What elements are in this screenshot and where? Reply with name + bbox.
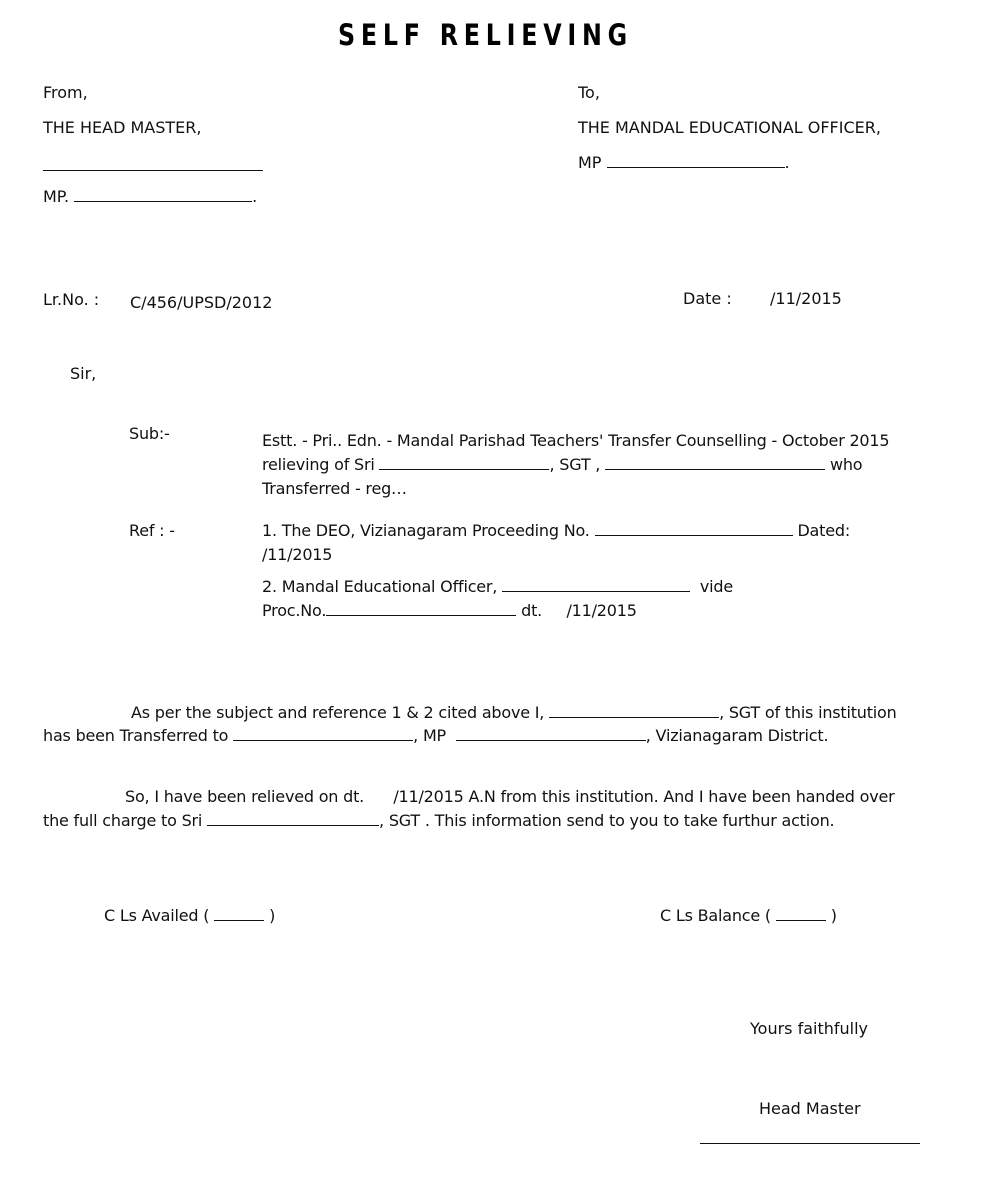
- to-mp-blank[interactable]: [607, 153, 785, 168]
- subject-school-blank[interactable]: [605, 455, 825, 470]
- para1-name-blank[interactable]: [549, 703, 719, 718]
- to-mp-suffix: .: [784, 153, 790, 172]
- to-label: To,: [578, 83, 600, 102]
- subject-line-3: Transferred - reg…: [262, 479, 407, 498]
- para2-text-c: , SGT . This information send to you to take furthur action.: [379, 811, 835, 830]
- para1-text-b: , SGT of this institution: [719, 703, 897, 722]
- para1-text-e: , Vizianagaram District.: [645, 726, 829, 745]
- subject-sri-text: relieving of Sri: [262, 455, 375, 474]
- subject-teacher-name-blank[interactable]: [379, 455, 549, 470]
- subject-who-text: who: [829, 455, 863, 474]
- from-designation: THE HEAD MASTER,: [43, 118, 202, 137]
- reference-2-date: dt. /11/2015: [521, 601, 637, 620]
- para1-transferred-school-blank[interactable]: [233, 726, 413, 741]
- para1-line-2: [43, 726, 828, 746]
- para1-text-a: As per the subject and reference 1 & 2 cited above I,: [131, 703, 545, 722]
- para1-line-1: [131, 703, 897, 723]
- reference-1-line: [262, 521, 850, 541]
- from-mp-suffix: .: [252, 187, 258, 206]
- from-label: From,: [43, 83, 88, 102]
- cl-availed-close: ): [269, 906, 276, 925]
- subject-label: Sub:-: [129, 424, 170, 443]
- cl-balance: [660, 906, 837, 926]
- para1-text-d: , MP: [413, 726, 446, 745]
- reference-2-vide: vide: [699, 577, 733, 596]
- para2-line-2: [43, 811, 834, 831]
- document-title: SELF RELIEVING: [338, 18, 633, 52]
- reference-2-proc-blank[interactable]: [326, 601, 516, 616]
- reference-2-line: [262, 577, 733, 597]
- signature-line[interactable]: [700, 1143, 920, 1144]
- para2-line-1: So, I have been relieved on dt. /11/2015 A.N from this institution. And I have been handed over: [125, 787, 895, 806]
- subject-line-2: [262, 455, 862, 475]
- cl-balance-blank[interactable]: [776, 906, 826, 921]
- reference-2-mandal-blank[interactable]: [502, 577, 690, 592]
- reference-1-proceeding-blank[interactable]: [595, 521, 793, 536]
- from-school-blank[interactable]: [43, 170, 263, 171]
- para1-text-c: has been Transferred to: [43, 726, 229, 745]
- para1-mp-blank[interactable]: [456, 726, 646, 741]
- cl-balance-close: ): [830, 906, 837, 925]
- reference-label: Ref : -: [129, 521, 175, 540]
- date-value: /11/2015: [770, 289, 842, 308]
- from-mp-blank[interactable]: [74, 187, 252, 202]
- reference-1-text: 1. The DEO, Vizianagaram Proceeding No.: [262, 521, 590, 540]
- reference-1-date: /11/2015: [262, 545, 333, 564]
- date-label: Date :: [683, 289, 732, 308]
- subject-sgt-text: , SGT ,: [549, 455, 601, 474]
- salutation: Sir,: [70, 364, 97, 383]
- reference-2-proc-line: [262, 601, 637, 621]
- lr-value: C/456/UPSD/2012: [130, 293, 273, 312]
- reference-1-dated: Dated:: [797, 521, 851, 540]
- from-mp-line: [43, 187, 257, 207]
- para2-text-b: the full charge to Sri: [43, 811, 203, 830]
- para2-sri-blank[interactable]: [207, 811, 379, 826]
- lr-label: Lr.No. :: [43, 290, 100, 309]
- from-mp-prefix: MP.: [43, 187, 70, 206]
- closing-yours-faithfully: Yours faithfully: [750, 1019, 869, 1038]
- cl-balance-label: C Ls Balance (: [660, 906, 771, 925]
- cl-availed-label: C Ls Availed (: [104, 906, 210, 925]
- cl-availed-blank[interactable]: [214, 906, 264, 921]
- to-mp-line: [578, 153, 790, 173]
- to-designation: THE MANDAL EDUCATIONAL OFFICER,: [578, 118, 881, 137]
- cl-availed: [104, 906, 275, 926]
- subject-line-1: Estt. - Pri.. Edn. - Mandal Parishad Teachers' Transfer Counselling - October 2015: [262, 431, 890, 450]
- to-mp-prefix: MP: [578, 153, 602, 172]
- closing-signatory: Head Master: [759, 1099, 861, 1118]
- reference-2-proc-label: Proc.No.: [262, 601, 327, 620]
- reference-2-text: 2. Mandal Educational Officer,: [262, 577, 498, 596]
